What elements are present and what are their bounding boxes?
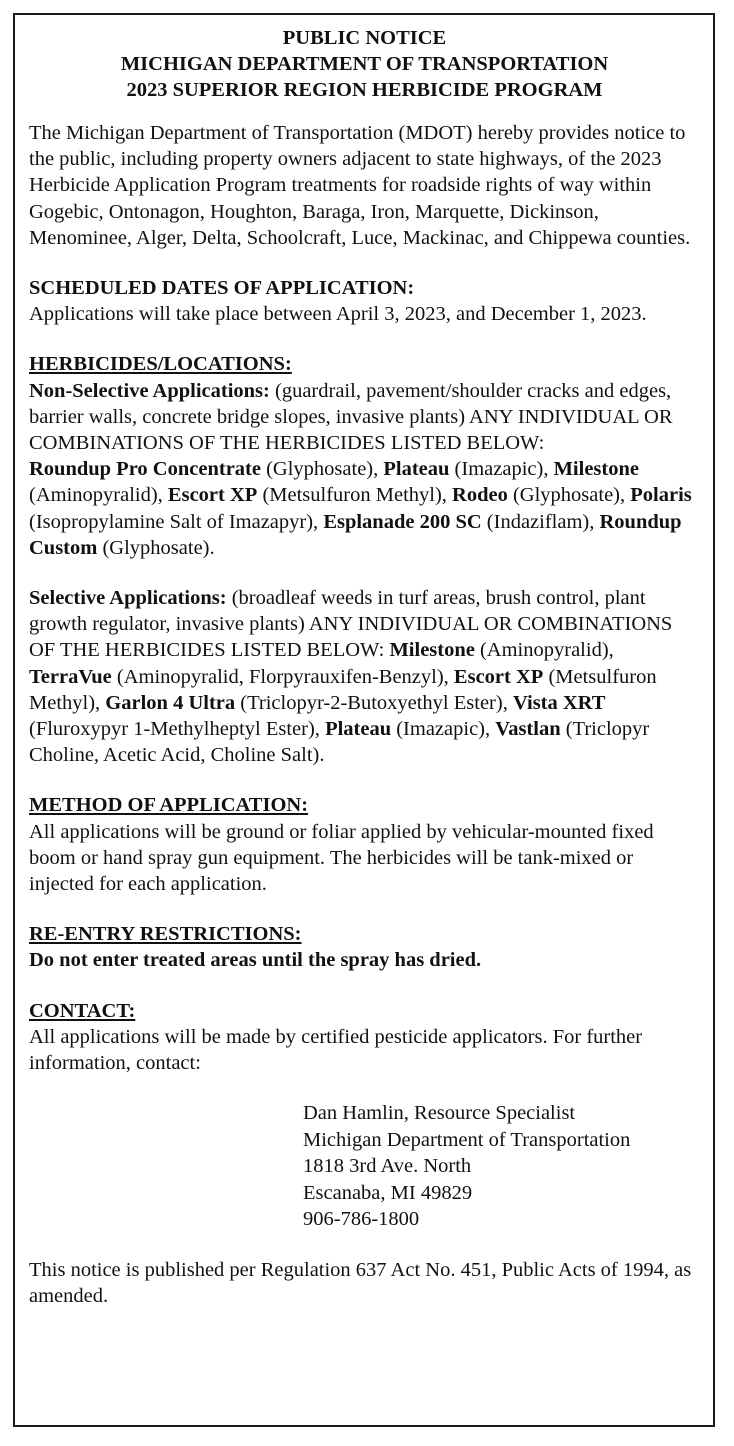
non-selective-desc: (guardrail, pavement/shoulder cracks and edges, barrier walls, concrete bridge slopes, invasive plants) ANY INDIVIDUAL OR COMBINATIONS OF THE HERBICIDES LISTED BELOW: [29,379,673,455]
herbicide-product-name: Escort XP [453,665,544,688]
schedule-heading: SCHEDULED DATES OF APPLICATION: [29,277,415,300]
contact-name: Dan Hamlin, Resource Specialist [303,1102,576,1125]
herbicides-heading: HERBICIDES/LOCATIONS: [29,353,292,376]
herbicide-ingredient: (Imazapic), [391,718,496,741]
herbicide-product-name: TerraVue [29,665,112,688]
method-section [29,792,700,897]
selective-label: Selective Applications: [29,587,227,610]
reentry-heading: RE-ENTRY RESTRICTIONS: [29,923,302,946]
method-text: All applications will be ground or foliar applied by vehicular-mounted fixed boom or hand spray gun equipment. The herbicides will be tank-mixed or injected for each application. [29,820,654,896]
herbicide-product-name: Roundup Pro Concentrate [29,458,261,481]
footer-text: This notice is published per Regulation 637 Act No. 451, Public Acts of 1994, as amended. [29,1258,692,1307]
herbicide-product-name: Polaris [630,484,692,507]
herbicide-ingredient: (Aminopyralid, Florpyrauxifen-Benzyl), [111,665,454,688]
herbicide-ingredient: (Triclopyr Choline, Acetic Acid, Choline Salt). [29,718,650,767]
herbicide-ingredient: (Triclopyr-2-Butoxyethyl Ester), [235,691,513,714]
herbicide-product-name: Plateau [325,718,392,741]
herbicide-product-name: Milestone [553,458,639,481]
reentry-text: Do not enter treated areas until the spray has dried. [29,949,482,972]
herbicide-ingredient: (Isopropylamine Salt of Imazapyr), [29,510,324,533]
herbicide-ingredient: (Aminopyralid), [29,484,168,507]
contact-section [29,998,700,1233]
intro-paragraph: The Michigan Department of Transportation (MDOT) hereby provides notice to the public, including property owners adjacent to state highways, of the 2023 Herbicide Application Program treatments for roadside rights of way within Gogebic, Ontonagon, Houghton, Baraga, Iron, Marquette, Dickinson, Menominee, Alger, Delta, Schoolcraft, Luce, Mackinac, and Chippewa counties. [29,122,691,249]
contact-text: All applications will be made by certified pesticide applicators. For further information, contact: [29,1025,643,1075]
herbicide-ingredient: (Glyphosate). [97,536,215,559]
contact-address-block [303,1100,700,1233]
contact-organization: Michigan Department of Transportation [303,1128,631,1151]
herbicide-product-name: Plateau [383,458,450,481]
herbicide-ingredient: (Indaziflam), [481,510,600,533]
herbicide-ingredient: (Metsulfuron Methyl), [29,665,657,714]
contact-street: 1818 3rd Ave. North [303,1155,472,1178]
reentry-section [29,921,700,973]
schedule-section [29,275,700,327]
header-line-2: MICHIGAN DEPARTMENT OF TRANSPORTATION [120,53,609,75]
herbicide-product-name: Roundup Custom [29,510,682,559]
herbicide-product-name: Milestone [389,639,475,662]
header-line-1: PUBLIC NOTICE [282,27,447,49]
herbicide-product-name: Vista XRT [512,691,606,714]
herbicide-ingredient: (Fluroxypyr 1-Methylheptyl Ester), [29,718,326,741]
herbicide-ingredient: (Metsulfuron Methyl), [257,484,453,507]
public-notice [13,13,715,1427]
contact-phone: 906-786-1800 [303,1208,420,1231]
contact-city: Escanaba, MI 49829 [303,1181,473,1204]
herbicide-product-name: Esplanade 200 SC [323,510,482,533]
non-selective-product-list [29,458,692,559]
selective-section [29,585,700,768]
schedule-text: Applications will take place between April 3, 2023, and December 1, 2023. [29,303,647,326]
selective-paragraph [29,585,700,768]
selective-desc: (broadleaf weeds in turf areas, brush control, plant growth regulator, invasive plants) ANY INDIVIDUAL OR COMBINATIONS OF THE HERBICIDES LISTED BELOW: [29,587,673,662]
herbicide-ingredient: (Imazapic), [449,458,554,481]
herbicides-section [29,351,700,561]
method-heading: METHOD OF APPLICATION: [29,794,309,817]
herbicide-ingredient: (Aminopyralid), [474,639,614,662]
herbicide-product-name: Rodeo [452,484,508,507]
non-selective-label: Non-Selective Applications: [29,379,270,402]
herbicide-product-name: Garlon 4 Ultra [105,691,236,714]
header-line-3: 2023 SUPERIOR REGION HERBICIDE PROGRAM [126,79,603,101]
herbicide-product-name: Vastlan [495,718,561,741]
herbicide-ingredient: (Glyphosate), [507,484,631,507]
herbicide-product-name: Escort XP [167,484,258,507]
non-selective-paragraph [29,378,700,561]
herbicide-ingredient: (Glyphosate), [260,458,384,481]
contact-heading: CONTACT: [29,999,136,1022]
notice-header [29,25,700,103]
